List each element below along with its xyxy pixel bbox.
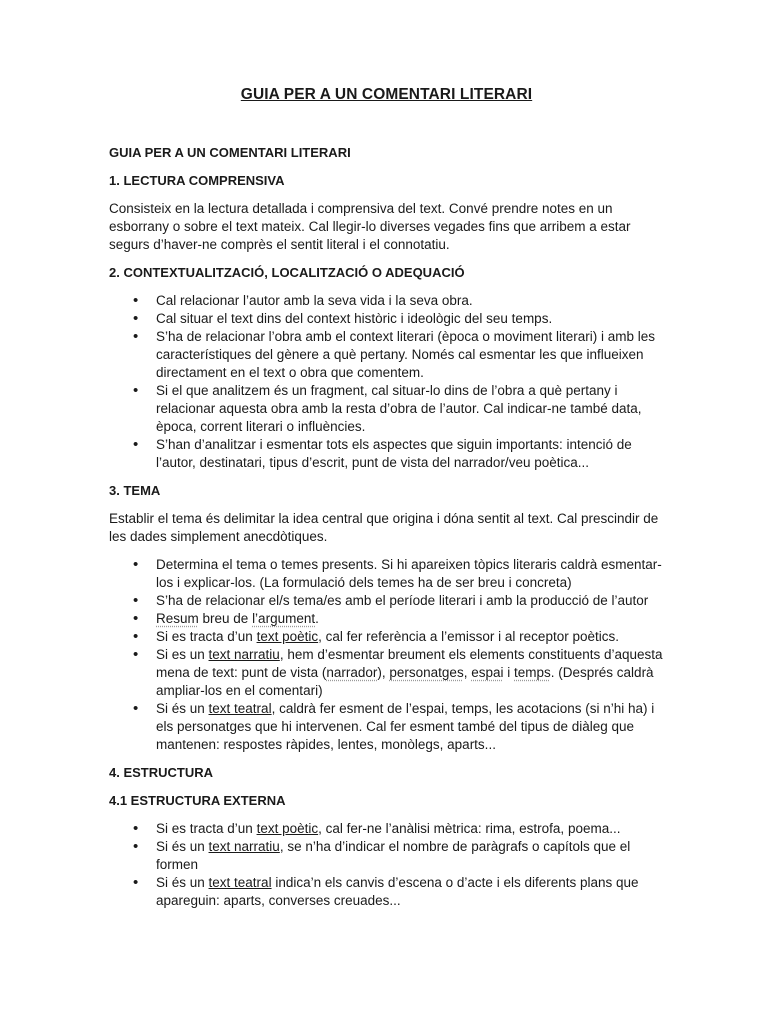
list-item (156, 646, 667, 700)
list-item-text: indica’n els canvis d’escena o d’acte i els diferents plans que apareguin: aparts, converses creuades... (156, 875, 643, 908)
spellcheck-word: narrador (326, 665, 378, 680)
list-item-text: i (503, 665, 515, 680)
list-item-text: , se n’ha d’indicar el nombre de paràgrafs o capítols que el formen (156, 839, 635, 872)
list-item-text: , caldrà fer esment de l’espai, temps, les acotacions (si n’hi ha) i els personatges que hi intervenen. Cal fer esment també del tipus de diàleg que mantenen: respostes ràpides, lentes, monòlegs, aparts... (156, 701, 659, 752)
list-item-text: Si és un (156, 875, 209, 890)
list-item-text: . (Després caldrà ampliar-los en el comentari) (156, 665, 658, 698)
list-item-text: Determina el tema o temes presents. Si hi apareixen tòpics literaris caldrà esmentar-los i explicar-los. (La formulació dels temes ha de ser breu i concreta) (156, 557, 662, 590)
list-item (156, 820, 664, 838)
list-item-text: , cal fer-ne l’anàlisi mètrica: rima, estrofa, poema... (318, 821, 621, 836)
context-bullet-list (109, 292, 664, 472)
section-heading-lectura: 1. LECTURA COMPRENSIVA (109, 173, 285, 188)
list-item (156, 700, 664, 754)
estructura-bullet-list (109, 820, 664, 910)
list-item-text: breu de (198, 611, 253, 626)
list-item: • S’ha de relacionar l’obra amb el context literari (època o moviment literari) i amb les característiques del gènere a què pertany. Només cal esmentar les que influeixen directament en el text o obra que comentem. (156, 328, 664, 382)
underlined-term: text teatral (208, 701, 272, 716)
list-item: • Cal situar el text dins del context històric i ideològic del seu temps. (156, 310, 664, 328)
list-item-text: Si es un (156, 647, 209, 662)
spellcheck-word: Resum (156, 611, 199, 626)
underlined-term: text teatral (208, 875, 272, 890)
tema-bullet-list (109, 556, 667, 754)
list-item-text: , cal fer referència a l’emissor i al receptor poètics. (318, 629, 619, 644)
tema-paragraph: Establir el tema és delimitar la idea central que origina i dóna sentit al text. Cal prescindir de les dades simplement anecdòtiques. (109, 511, 659, 544)
list-item-text: . (315, 611, 319, 626)
underlined-term: text narratiu (208, 839, 280, 854)
section-heading-estructura: 4. ESTRUCTURA (109, 765, 214, 780)
subsection-heading-estructura-externa: 4.1 ESTRUCTURA EXTERNA (109, 793, 286, 808)
lectura-paragraph: Consisteix en la lectura detallada i comprensiva del text. Convé prendre notes en un esborrany o sobre el text mateix. Cal llegir-lo diverses vegades fins que arribem a estar segurs d’haver-ne comprès el sentit literal i el connotatiu. (109, 201, 631, 252)
list-item (156, 628, 664, 646)
list-item-text: ), (377, 665, 390, 680)
list-item (156, 556, 664, 592)
list-item: • S’han d’analitzar i esmentar tots els aspectes que siguin importants: intenció de l’autor, destinatari, tipus d’escrit, punt de vista del narrador/veu poètica... (156, 436, 664, 472)
list-item-text: Si és un (156, 701, 209, 716)
list-item (156, 610, 664, 628)
underlined-term: text poètic (256, 821, 319, 836)
spellcheck-word: l’argument (252, 611, 316, 626)
list-item (156, 838, 664, 874)
subtitle-heading: GUIA PER A UN COMENTARI LITERARI (109, 145, 351, 160)
list-item-text: Si es tracta d’un (156, 629, 257, 644)
list-item-text: , (463, 665, 472, 680)
list-item-text: Si és un (156, 839, 209, 854)
underlined-term: text narratiu (208, 647, 280, 662)
document-title: GUIA PER A UN COMENTARI LITERARI (240, 86, 533, 103)
list-item-text: Si es tracta d’un (156, 821, 257, 836)
list-item-text: S’ha de relacionar el/s tema/es amb el període literari i amb la producció de l’autor (156, 593, 649, 608)
spellcheck-word: espai (471, 665, 504, 680)
spellcheck-word: personatges (389, 665, 464, 680)
list-item (156, 592, 664, 610)
list-item-text: , hem d’esmentar breument els elements constituents d’aquesta mena de text: punt de vista ( (156, 647, 667, 680)
list-item (156, 874, 664, 910)
list-item: • Si el que analitzem és un fragment, cal situar-lo dins de l’obra a què pertany i relacionar aquesta obra amb la resta d’obra de l’autor. Cal indicar-ne també data, època, corrent literari o influències. (156, 382, 664, 436)
underlined-term: text poètic (256, 629, 319, 644)
section-heading-context: 2. CONTEXTUALITZACIÓ, LOCALITZACIÓ O ADEQUACIÓ (109, 265, 465, 280)
list-item: • Cal relacionar l’autor amb la seva vida i la seva obra. (156, 292, 664, 310)
section-heading-tema: 3. TEMA (109, 483, 161, 498)
spellcheck-word: temps (514, 665, 551, 680)
